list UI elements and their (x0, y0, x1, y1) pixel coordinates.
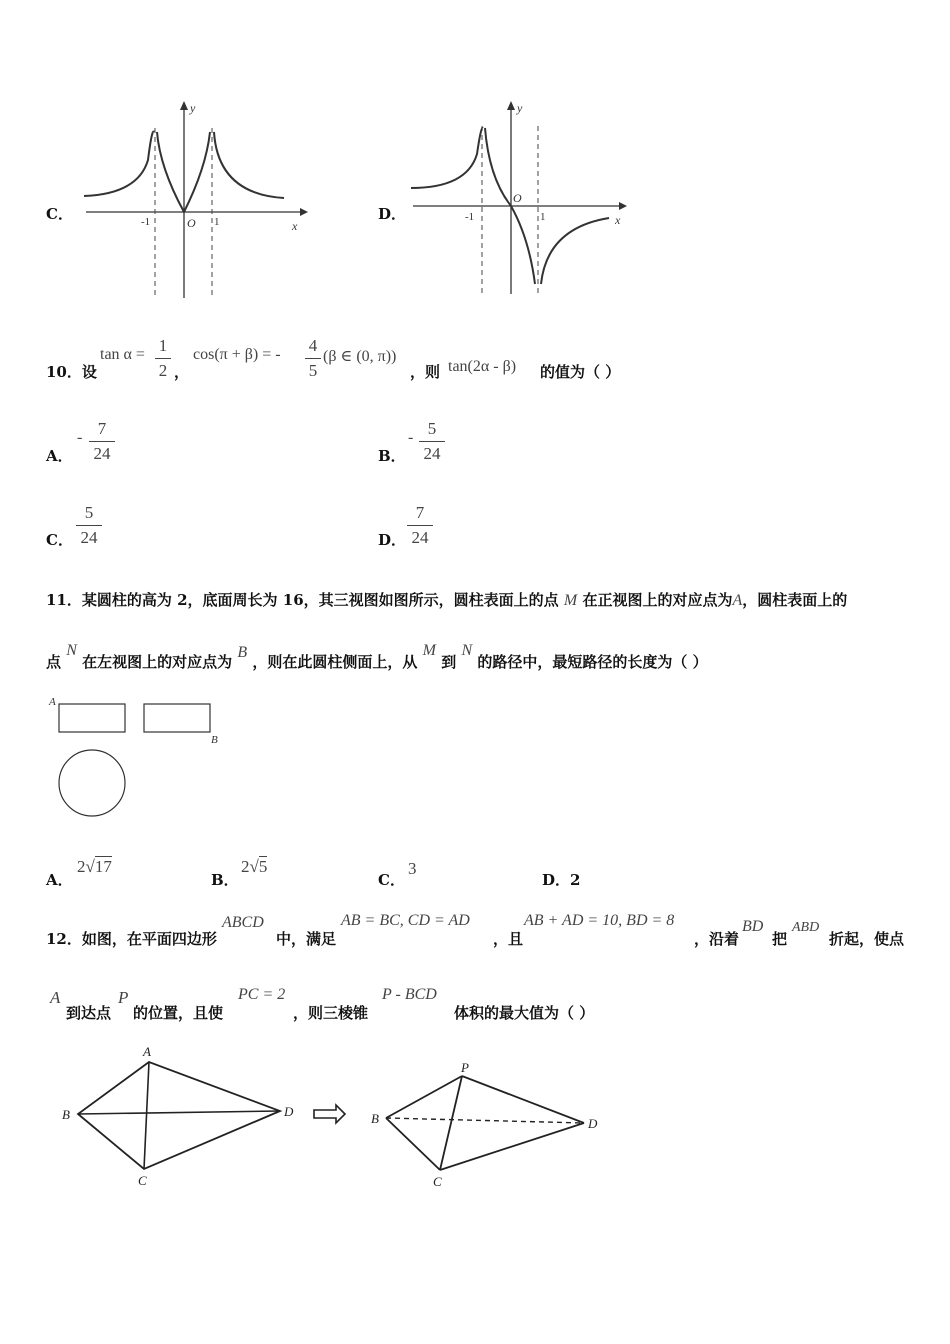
q12-text-1c: ，且 (493, 930, 524, 948)
q11-line2 (46, 642, 708, 672)
q11-option-b-coef: 2 (241, 857, 250, 876)
q10-cos-den: 5 (308, 361, 318, 380)
q11-fig-label-b: B (211, 734, 218, 746)
q10-cos-fraction (305, 335, 321, 382)
q11-front-view (59, 704, 125, 732)
q10-tan-num: 1 (158, 336, 168, 355)
q10-cos-num: 4 (308, 336, 318, 355)
q11-point-n: N (66, 642, 77, 659)
q10-tan-lhs: tan α = (100, 346, 145, 363)
q11-option-a-label: A． (46, 871, 73, 889)
q10-option-b-den: 24 (423, 444, 441, 463)
q12-fig2-label-b: B (371, 1111, 379, 1126)
q12-figure-abcd (56, 1040, 306, 1192)
q11-option-b-value (241, 857, 267, 877)
q12-text-2c: ，则三棱锥 (293, 1004, 369, 1022)
q12-fig1-label-c: C (138, 1173, 147, 1188)
q10-option-c-den: 24 (80, 528, 98, 547)
graph-c-neg-tick: -1 (141, 216, 151, 228)
graph-option-d (405, 98, 635, 303)
q11-option-a-radicand: 17 (94, 857, 112, 876)
graph-d-pos-tick: 1 (540, 211, 546, 223)
q11-line1 (46, 589, 847, 610)
q11-fig-label-a: A (49, 696, 56, 708)
q10-then: ，则 (410, 363, 441, 381)
q12-condition-2: AB + AD = 10, BD = 8 (524, 912, 675, 929)
q12-text-1d: ，沿着 (694, 930, 740, 948)
q10-option-a-value (89, 418, 115, 465)
q10-option-d-num: 7 (415, 503, 425, 522)
q11-text-2c: ，则在此圆柱侧面上，从 (252, 653, 418, 671)
q10-cos-lhs: cos(π + β) = - (193, 346, 281, 363)
q10-tan-fraction (155, 335, 171, 382)
q12-bd: BD (742, 918, 764, 935)
q12-point-a: A (50, 988, 61, 1007)
q11-side-view (144, 704, 210, 732)
q10-option-a-label: A． (46, 447, 73, 465)
q10-condition: (β ∈ (0, π)) (323, 348, 397, 365)
q11-text-2e: 的路径中，最短路径的长度为（ ） (477, 653, 708, 671)
q11-option-c-value: 3 (408, 859, 417, 878)
q12-fig1-label-a: A (143, 1044, 151, 1059)
q12-fig2-label-p: P (461, 1060, 469, 1075)
q11-option-b-radicand: 5 (258, 857, 268, 876)
q11-option-a-radical-icon: √ (85, 857, 95, 876)
q12-point-p: P (118, 988, 129, 1007)
q10-sep: ， (174, 363, 190, 381)
double-arrow-icon (312, 1102, 348, 1126)
q12-text-1b: 中，满足 (276, 930, 337, 948)
q11-option-a-value (77, 857, 112, 877)
q10-tan-den: 2 (158, 361, 168, 380)
q10-expression: tan(2α - β) (448, 358, 517, 375)
q11-top-view (59, 750, 125, 816)
q12-fig1-label-b: B (62, 1107, 70, 1122)
q12-text-1a: 12．如图，在平面四边形 (46, 930, 217, 948)
q10-option-c-num: 5 (84, 503, 94, 522)
option-c-label: C． (46, 205, 73, 223)
q10-ask: 的值为（ ） (540, 363, 621, 381)
q12-fig1-label-d: D (284, 1104, 294, 1119)
q12-text-1f: 折起，使点 (829, 930, 905, 948)
q10-option-c-value (76, 502, 102, 549)
graph-c-pos-tick: 1 (214, 216, 220, 228)
q11-point-m: M (563, 592, 578, 609)
q11-option-c-label: C． (378, 871, 405, 889)
graph-option-c (78, 98, 310, 303)
q10-option-b-value (419, 418, 445, 465)
q12-text-2d: 体积的最大值为（ ） (454, 1004, 595, 1022)
q10-option-b-sign: - (408, 429, 414, 446)
q12-condition-1: AB = BC, CD = AD (341, 912, 470, 929)
q11-text-2b: 在左视图上的对应点为 (82, 653, 233, 671)
graph-c-y-label: y (190, 101, 196, 115)
q12-text-1e: 把 (772, 930, 788, 948)
q10-option-b-label: B． (378, 447, 406, 465)
q11-text-2a: 点 (46, 653, 62, 671)
q10-number: 10．设 (46, 363, 97, 381)
q12-pc: PC = 2 (238, 986, 286, 1003)
q11-text-1a: 11．某圆柱的高为 2，底面周长为 16，其三视图如图所示，圆柱表面上的点 (46, 591, 559, 609)
q11-text-2d: 到 (441, 653, 457, 671)
q10-option-a-sign: - (77, 429, 83, 446)
q12-fig2-label-c: C (433, 1174, 442, 1189)
q10-option-a-den: 24 (93, 444, 111, 463)
q11-point-a: A (732, 592, 743, 609)
q12-figure-pbcd (366, 1058, 616, 1192)
q11-option-a-coef: 2 (77, 857, 86, 876)
q10-option-d-label: D． (378, 531, 407, 549)
graph-d-y-label: y (517, 101, 523, 115)
q11-point-n2: N (461, 642, 473, 659)
q11-option-b-radical-icon: √ (249, 857, 259, 876)
q12-pbcd: P - BCD (382, 986, 437, 1003)
q12-text-2b: 的位置，且使 (133, 1004, 224, 1022)
q10-option-d-den: 24 (411, 528, 429, 547)
q11-point-b: B (237, 644, 248, 661)
q11-option-d: D．2 (542, 871, 581, 889)
graph-d-x-label: x (615, 213, 621, 227)
q11-text-1b: 在正视图上的对应点为 (582, 591, 733, 609)
graph-c-x-label: x (292, 219, 298, 233)
graph-c-origin: O (187, 216, 196, 230)
q10-option-b-num: 5 (427, 419, 437, 438)
q12-abcd: ABCD (222, 914, 264, 931)
q11-point-m2: M (422, 642, 436, 659)
option-d-label: D． (378, 205, 407, 223)
q11-three-view-figure (46, 692, 236, 822)
q12-fig2-label-d: D (588, 1116, 598, 1131)
q11-option-b-label: B． (211, 871, 239, 889)
q10-option-a-num: 7 (97, 419, 107, 438)
q10-option-d-value (407, 502, 433, 549)
q11-text-1c: ，圆柱表面上的 (742, 591, 848, 609)
q12-abd: ABD (792, 920, 820, 935)
graph-d-neg-tick: -1 (465, 211, 475, 223)
graph-d-origin: O (513, 191, 522, 205)
q10-option-c-label: C． (46, 531, 73, 549)
q12-text-2a: 到达点 (66, 1004, 112, 1022)
